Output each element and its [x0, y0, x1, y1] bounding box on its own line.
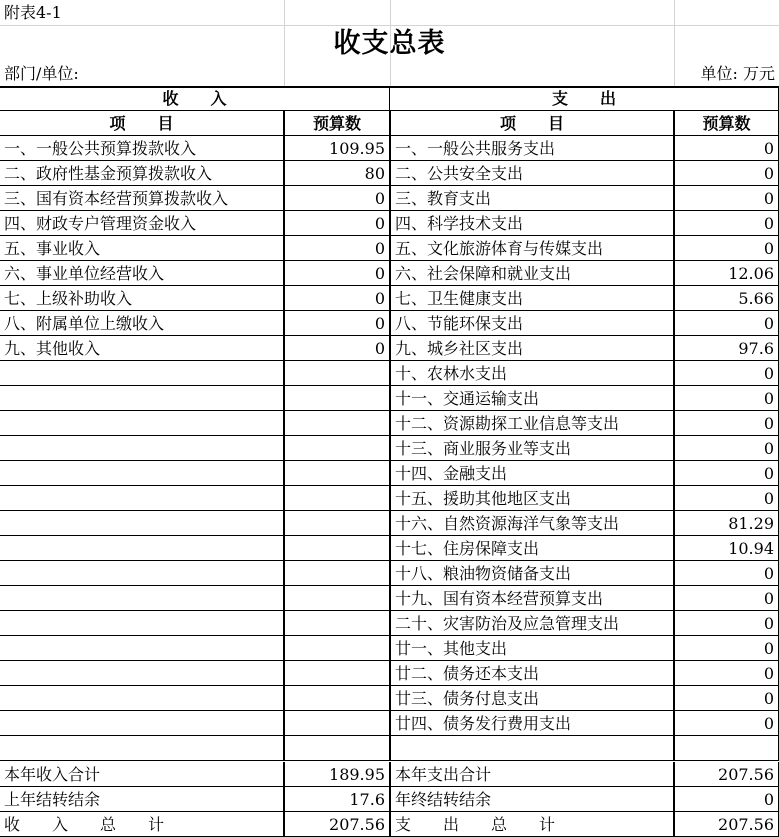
income-value — [284, 586, 390, 611]
expense-item: 十二、资源勘探工业信息等支出 — [390, 411, 674, 436]
income-value — [284, 386, 390, 411]
income-value: 0 — [284, 286, 390, 311]
dept-label: 部门/单位: — [4, 64, 79, 83]
expense-item: 五、文化旅游体育与传媒支出 — [390, 236, 674, 261]
income-value — [284, 711, 390, 736]
expense-item: 年终结转结余 — [390, 787, 674, 812]
income-value: 109.95 — [284, 136, 390, 161]
expense-item: 廿一、其他支出 — [390, 636, 674, 661]
income-item — [0, 486, 284, 511]
table-row — [0, 336, 779, 361]
table-row — [0, 361, 779, 386]
expense-item: 八、节能环保支出 — [390, 311, 674, 336]
table-row — [0, 736, 779, 761]
income-item: 一、一般公共预算拨款收入 — [0, 136, 284, 161]
total-row — [0, 812, 779, 837]
table-row — [0, 261, 779, 286]
expense-value: 0 — [674, 636, 779, 661]
income-item: 七、上级补助收入 — [0, 286, 284, 311]
expense-item: 十五、援助其他地区支出 — [390, 486, 674, 511]
table-row — [0, 411, 779, 436]
expense-item: 廿二、债务还本支出 — [390, 661, 674, 686]
income-item: 二、政府性基金预算拨款收入 — [0, 161, 284, 186]
expense-item: 十八、粮油物资储备支出 — [390, 561, 674, 586]
income-value — [284, 736, 390, 761]
page-title: 收支总表 — [333, 28, 446, 59]
meta-row — [0, 62, 779, 88]
expense-item: 本年支出合计 — [390, 762, 674, 787]
income-item — [0, 461, 284, 486]
expense-item: 廿四、债务发行费用支出 — [390, 711, 674, 736]
expense-value: 207.56 — [674, 762, 779, 787]
expense-value: 0 — [674, 186, 779, 211]
expense-value: 207.56 — [674, 812, 779, 837]
expense-value: 0 — [674, 361, 779, 386]
income-value — [284, 536, 390, 561]
table-row — [0, 636, 779, 661]
income-item: 本年收入合计 — [0, 762, 284, 787]
expense-item: 十七、住房保障支出 — [390, 536, 674, 561]
income-value — [284, 661, 390, 686]
table-row — [0, 386, 779, 411]
income-value: 0 — [284, 261, 390, 286]
expense-value: 0 — [674, 686, 779, 711]
expense-item: 十一、交通运输支出 — [390, 386, 674, 411]
table-row — [0, 236, 779, 261]
income-value — [284, 686, 390, 711]
table-row — [0, 611, 779, 636]
expense-value: 12.06 — [674, 261, 779, 286]
income-value: 0 — [284, 311, 390, 336]
income-item — [0, 686, 284, 711]
expense-value: 0 — [674, 711, 779, 736]
expense-value: 10.94 — [674, 536, 779, 561]
income-value — [284, 511, 390, 536]
expense-item: 十六、自然资源海洋气象等支出 — [390, 511, 674, 536]
income-item — [0, 411, 284, 436]
expense-item: 十三、商业服务业等支出 — [390, 436, 674, 461]
expense-item: 一、一般公共服务支出 — [390, 136, 674, 161]
expense-item: 六、社会保障和就业支出 — [390, 261, 674, 286]
expense-value: 5.66 — [674, 286, 779, 311]
table-row — [0, 436, 779, 461]
expense-value: 0 — [674, 236, 779, 261]
unit-label: 单位: 万元 — [700, 64, 775, 83]
income-value — [284, 461, 390, 486]
table-row — [0, 136, 779, 161]
section-header-row — [0, 87, 779, 111]
col-item-expense: 项 目 — [390, 111, 674, 136]
income-item: 上年结转结余 — [0, 787, 284, 812]
table-tag: 附表4-1 — [4, 3, 62, 22]
table-row — [0, 586, 779, 611]
expense-value: 0 — [674, 561, 779, 586]
income-item — [0, 511, 284, 536]
income-value — [284, 436, 390, 461]
table-row — [0, 711, 779, 736]
income-value — [284, 636, 390, 661]
expense-item: 二十、灾害防治及应急管理支出 — [390, 611, 674, 636]
expense-value — [674, 736, 779, 761]
income-value: 80 — [284, 161, 390, 186]
income-value — [284, 561, 390, 586]
col-item-income: 项 目 — [0, 111, 284, 136]
income-value: 207.56 — [284, 812, 390, 837]
total-row — [0, 762, 779, 787]
income-header: 收 入 — [0, 87, 390, 111]
expense-value: 0 — [674, 461, 779, 486]
income-item — [0, 436, 284, 461]
expense-value: 0 — [674, 611, 779, 636]
expense-value: 0 — [674, 787, 779, 812]
expense-value: 0 — [674, 586, 779, 611]
expense-value: 0 — [674, 136, 779, 161]
expense-item: 四、科学技术支出 — [390, 211, 674, 236]
expense-value: 0 — [674, 661, 779, 686]
expense-value: 0 — [674, 486, 779, 511]
total-row — [0, 787, 779, 812]
income-item: 五、事业收入 — [0, 236, 284, 261]
income-value: 0 — [284, 236, 390, 261]
column-header-row — [0, 111, 779, 136]
expense-item: 支 出 总 计 — [390, 812, 674, 837]
expense-item: 三、教育支出 — [390, 186, 674, 211]
table-row — [0, 686, 779, 711]
expense-item: 十四、金融支出 — [390, 461, 674, 486]
income-value — [284, 411, 390, 436]
expense-value: 0 — [674, 211, 779, 236]
income-item — [0, 711, 284, 736]
expense-value: 0 — [674, 161, 779, 186]
table-row — [0, 661, 779, 686]
expense-value: 0 — [674, 436, 779, 461]
income-item: 六、事业单位经营收入 — [0, 261, 284, 286]
income-item: 四、财政专户管理资金收入 — [0, 211, 284, 236]
income-value — [284, 361, 390, 386]
income-item: 三、国有资本经营预算拨款收入 — [0, 186, 284, 211]
income-item: 八、附属单位上缴收入 — [0, 311, 284, 336]
expense-item: 七、卫生健康支出 — [390, 286, 674, 311]
expense-value: 97.6 — [674, 336, 779, 361]
expense-item: 九、城乡社区支出 — [390, 336, 674, 361]
income-value: 189.95 — [284, 762, 390, 787]
income-item — [0, 736, 284, 761]
expense-item: 十九、国有资本经营预算支出 — [390, 586, 674, 611]
income-value — [284, 486, 390, 511]
income-value — [284, 611, 390, 636]
table-row — [0, 511, 779, 536]
table-row — [0, 561, 779, 586]
expense-value: 81.29 — [674, 511, 779, 536]
table-row — [0, 311, 779, 336]
income-item — [0, 636, 284, 661]
income-item — [0, 661, 284, 686]
expense-item: 十、农林水支出 — [390, 361, 674, 386]
expense-item — [390, 736, 674, 761]
income-value: 0 — [284, 186, 390, 211]
income-item — [0, 536, 284, 561]
income-item — [0, 361, 284, 386]
income-item — [0, 386, 284, 411]
expense-item: 廿三、债务付息支出 — [390, 686, 674, 711]
table-row — [0, 186, 779, 211]
col-budget-income: 预算数 — [284, 111, 390, 136]
income-value: 0 — [284, 211, 390, 236]
table-row — [0, 161, 779, 186]
table-row — [0, 486, 779, 511]
income-item: 收 入 总 计 — [0, 812, 284, 837]
table-row — [0, 536, 779, 561]
table-row — [0, 286, 779, 311]
income-item: 九、其他收入 — [0, 336, 284, 361]
expense-value: 0 — [674, 411, 779, 436]
table-row — [0, 211, 779, 236]
expense-value: 0 — [674, 311, 779, 336]
income-item — [0, 611, 284, 636]
tag-row — [0, 0, 779, 26]
expense-item: 二、公共安全支出 — [390, 161, 674, 186]
expense-header: 支 出 — [389, 87, 779, 111]
income-item — [0, 586, 284, 611]
income-value: 0 — [284, 336, 390, 361]
income-item — [0, 561, 284, 586]
table-row — [0, 461, 779, 486]
income-value: 17.6 — [284, 787, 390, 812]
col-budget-expense: 预算数 — [674, 111, 779, 136]
expense-value: 0 — [674, 386, 779, 411]
